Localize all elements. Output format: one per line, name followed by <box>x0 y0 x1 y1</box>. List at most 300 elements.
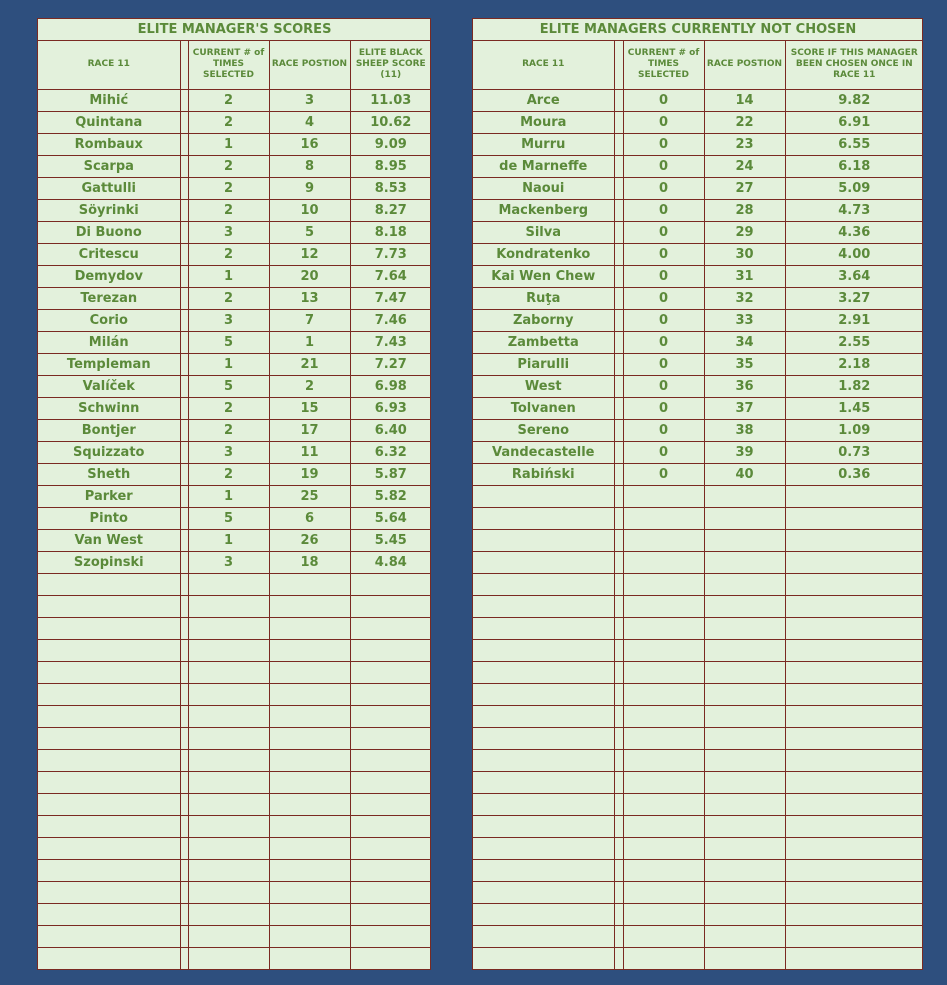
manager-name-cell <box>38 595 180 617</box>
table-row <box>38 441 431 463</box>
empty-table-row <box>473 881 923 903</box>
score-cell <box>785 749 923 771</box>
times-selected-cell: 1 <box>188 353 269 375</box>
gap-cell <box>180 243 188 265</box>
times-selected-cell: 1 <box>188 133 269 155</box>
score-cell <box>785 705 923 727</box>
score-cell: 5.45 <box>350 529 431 551</box>
score-cell <box>785 815 923 837</box>
table-row <box>38 419 431 441</box>
empty-table-row <box>473 529 923 551</box>
score-cell <box>785 573 923 595</box>
race-position-cell: 36 <box>704 375 785 397</box>
empty-table-row <box>38 771 431 793</box>
times-selected-cell: 3 <box>188 221 269 243</box>
race-position-cell <box>704 837 785 859</box>
table-row <box>38 375 431 397</box>
race-position-cell <box>269 617 350 639</box>
race-position-cell <box>704 925 785 947</box>
race-position-cell: 31 <box>704 265 785 287</box>
race-position-cell <box>704 529 785 551</box>
score-cell: 2.18 <box>785 353 923 375</box>
times-selected-cell: 2 <box>188 243 269 265</box>
table-row <box>38 529 431 551</box>
manager-name-cell: Tolvanen <box>473 397 614 419</box>
times-selected-cell <box>188 727 269 749</box>
manager-name-cell: Templeman <box>38 353 180 375</box>
table-row <box>38 177 431 199</box>
race-position-cell <box>704 551 785 573</box>
score-cell: 5.64 <box>350 507 431 529</box>
gap-cell <box>180 155 188 177</box>
left-header-gap <box>180 40 188 89</box>
race-position-cell <box>704 947 785 969</box>
score-cell: 8.18 <box>350 221 431 243</box>
table-row <box>473 309 923 331</box>
score-cell: 2.55 <box>785 331 923 353</box>
race-position-cell: 18 <box>269 551 350 573</box>
empty-table-row <box>473 595 923 617</box>
race-position-cell: 27 <box>704 177 785 199</box>
score-cell <box>350 771 431 793</box>
score-cell <box>785 771 923 793</box>
race-position-cell <box>704 507 785 529</box>
race-position-cell <box>704 683 785 705</box>
race-position-cell: 16 <box>269 133 350 155</box>
gap-cell <box>180 925 188 947</box>
score-cell <box>350 573 431 595</box>
manager-name-cell: Rombaux <box>38 133 180 155</box>
table-row <box>38 221 431 243</box>
race-position-cell <box>704 661 785 683</box>
score-cell: 6.32 <box>350 441 431 463</box>
left-table-title: ELITE MANAGER'S SCORES <box>38 19 431 40</box>
times-selected-cell: 0 <box>623 155 704 177</box>
manager-name-cell: Vandecastelle <box>473 441 614 463</box>
table-row <box>38 397 431 419</box>
manager-name-cell: Sereno <box>473 419 614 441</box>
manager-name-cell <box>473 573 614 595</box>
elite-scores-panel <box>37 18 431 970</box>
manager-name-cell <box>38 859 180 881</box>
race-position-cell: 7 <box>269 309 350 331</box>
score-cell <box>785 661 923 683</box>
manager-name-cell <box>38 683 180 705</box>
empty-table-row <box>473 925 923 947</box>
score-cell: 10.62 <box>350 111 431 133</box>
score-cell: 11.03 <box>350 89 431 111</box>
table-row <box>38 265 431 287</box>
gap-cell <box>614 837 623 859</box>
race-position-cell: 4 <box>269 111 350 133</box>
times-selected-cell <box>623 639 704 661</box>
race-position-cell: 19 <box>269 463 350 485</box>
manager-name-cell <box>473 529 614 551</box>
manager-name-cell: Mihić <box>38 89 180 111</box>
manager-name-cell: Van West <box>38 529 180 551</box>
empty-table-row <box>38 617 431 639</box>
right-header-race-position: RACE POSTION <box>704 40 785 89</box>
gap-cell <box>614 705 623 727</box>
table-row <box>473 265 923 287</box>
table-row <box>38 243 431 265</box>
times-selected-cell: 0 <box>623 221 704 243</box>
times-selected-cell <box>623 617 704 639</box>
manager-name-cell: Di Buono <box>38 221 180 243</box>
times-selected-cell <box>623 595 704 617</box>
race-position-cell <box>704 859 785 881</box>
times-selected-cell <box>623 661 704 683</box>
times-selected-cell <box>623 529 704 551</box>
race-position-cell: 29 <box>704 221 785 243</box>
gap-cell <box>614 419 623 441</box>
gap-cell <box>614 903 623 925</box>
manager-name-cell: West <box>473 375 614 397</box>
empty-table-row <box>38 661 431 683</box>
gap-cell <box>614 177 623 199</box>
times-selected-cell: 3 <box>188 551 269 573</box>
score-cell: 6.40 <box>350 419 431 441</box>
gap-cell <box>180 947 188 969</box>
score-cell <box>350 947 431 969</box>
manager-name-cell: Gattulli <box>38 177 180 199</box>
gap-cell <box>614 771 623 793</box>
score-cell: 0.36 <box>785 463 923 485</box>
empty-table-row <box>38 639 431 661</box>
empty-table-row <box>38 837 431 859</box>
table-row <box>473 89 923 111</box>
manager-name-cell <box>473 683 614 705</box>
times-selected-cell <box>188 947 269 969</box>
empty-table-row <box>473 727 923 749</box>
race-position-cell <box>269 749 350 771</box>
table-row <box>38 309 431 331</box>
gap-cell <box>614 595 623 617</box>
right-header-race: RACE 11 <box>473 40 614 89</box>
manager-name-cell <box>473 639 614 661</box>
times-selected-cell <box>623 771 704 793</box>
race-position-cell: 23 <box>704 133 785 155</box>
times-selected-cell <box>623 793 704 815</box>
manager-name-cell <box>38 573 180 595</box>
race-position-cell <box>704 485 785 507</box>
score-cell <box>350 595 431 617</box>
empty-table-row <box>38 749 431 771</box>
race-position-cell: 15 <box>269 397 350 419</box>
table-row <box>473 221 923 243</box>
race-position-cell <box>269 705 350 727</box>
score-cell: 5.87 <box>350 463 431 485</box>
manager-name-cell <box>38 837 180 859</box>
race-position-cell: 12 <box>269 243 350 265</box>
score-cell <box>350 683 431 705</box>
gap-cell <box>180 265 188 287</box>
score-cell: 1.09 <box>785 419 923 441</box>
race-position-cell <box>704 639 785 661</box>
table-row <box>473 397 923 419</box>
table-row <box>38 507 431 529</box>
score-cell <box>785 485 923 507</box>
manager-name-cell <box>38 705 180 727</box>
manager-name-cell <box>473 947 614 969</box>
score-cell <box>350 727 431 749</box>
race-position-cell <box>269 639 350 661</box>
gap-cell <box>180 771 188 793</box>
score-cell: 7.47 <box>350 287 431 309</box>
right-header-gap <box>614 40 623 89</box>
race-position-cell <box>269 727 350 749</box>
manager-name-cell <box>38 661 180 683</box>
gap-cell <box>614 397 623 419</box>
empty-table-row <box>38 727 431 749</box>
race-position-cell <box>704 573 785 595</box>
score-cell: 2.91 <box>785 309 923 331</box>
empty-table-row <box>38 947 431 969</box>
times-selected-cell <box>623 507 704 529</box>
score-cell <box>350 837 431 859</box>
empty-table-row <box>473 507 923 529</box>
table-row <box>38 155 431 177</box>
gap-cell <box>614 947 623 969</box>
gap-cell <box>614 199 623 221</box>
gap-cell <box>180 837 188 859</box>
elite-scores-table <box>38 19 431 969</box>
race-position-cell: 13 <box>269 287 350 309</box>
race-position-cell <box>704 705 785 727</box>
times-selected-cell: 0 <box>623 89 704 111</box>
gap-cell <box>180 507 188 529</box>
times-selected-cell: 5 <box>188 331 269 353</box>
gap-cell <box>180 199 188 221</box>
left-header-race: RACE 11 <box>38 40 180 89</box>
gap-cell <box>614 727 623 749</box>
table-row <box>473 133 923 155</box>
gap-cell <box>180 287 188 309</box>
times-selected-cell <box>188 837 269 859</box>
manager-name-cell: Zaborny <box>473 309 614 331</box>
table-row <box>473 353 923 375</box>
race-position-cell <box>704 881 785 903</box>
manager-name-cell: Kondratenko <box>473 243 614 265</box>
times-selected-cell: 0 <box>623 177 704 199</box>
times-selected-cell: 0 <box>623 441 704 463</box>
times-selected-cell <box>188 881 269 903</box>
score-cell: 4.73 <box>785 199 923 221</box>
table-row <box>38 551 431 573</box>
race-position-cell: 37 <box>704 397 785 419</box>
times-selected-cell <box>188 617 269 639</box>
score-cell: 7.27 <box>350 353 431 375</box>
times-selected-cell: 3 <box>188 309 269 331</box>
race-position-cell <box>269 859 350 881</box>
race-position-cell: 30 <box>704 243 785 265</box>
empty-table-row <box>38 903 431 925</box>
table-row <box>38 485 431 507</box>
manager-name-cell: Schwinn <box>38 397 180 419</box>
manager-name-cell <box>473 661 614 683</box>
score-cell: 8.95 <box>350 155 431 177</box>
table-row <box>473 243 923 265</box>
race-position-cell: 1 <box>269 331 350 353</box>
empty-table-row <box>473 837 923 859</box>
gap-cell <box>614 463 623 485</box>
gap-cell <box>180 639 188 661</box>
gap-cell <box>180 397 188 419</box>
gap-cell <box>614 815 623 837</box>
manager-name-cell: Milán <box>38 331 180 353</box>
score-cell <box>785 639 923 661</box>
manager-name-cell: Szopinski <box>38 551 180 573</box>
race-position-cell: 22 <box>704 111 785 133</box>
empty-table-row <box>38 925 431 947</box>
score-cell: 3.64 <box>785 265 923 287</box>
gap-cell <box>614 265 623 287</box>
gap-cell <box>180 375 188 397</box>
gap-cell <box>614 661 623 683</box>
score-cell <box>785 947 923 969</box>
race-position-cell <box>704 749 785 771</box>
race-position-cell: 9 <box>269 177 350 199</box>
times-selected-cell <box>188 925 269 947</box>
times-selected-cell <box>188 793 269 815</box>
manager-name-cell <box>473 705 614 727</box>
race-position-cell: 40 <box>704 463 785 485</box>
score-cell <box>350 793 431 815</box>
empty-table-row <box>38 595 431 617</box>
gap-cell <box>614 243 623 265</box>
gap-cell <box>614 573 623 595</box>
manager-name-cell: Corio <box>38 309 180 331</box>
manager-name-cell <box>473 771 614 793</box>
gap-cell <box>180 463 188 485</box>
table-row <box>473 199 923 221</box>
race-position-cell <box>269 925 350 947</box>
manager-name-cell <box>38 771 180 793</box>
manager-name-cell <box>473 881 614 903</box>
score-cell: 1.45 <box>785 397 923 419</box>
score-cell: 6.18 <box>785 155 923 177</box>
gap-cell <box>180 727 188 749</box>
times-selected-cell <box>188 705 269 727</box>
gap-cell <box>180 441 188 463</box>
times-selected-cell <box>188 595 269 617</box>
race-position-cell: 20 <box>269 265 350 287</box>
race-position-cell: 25 <box>269 485 350 507</box>
empty-table-row <box>473 705 923 727</box>
gap-cell <box>180 617 188 639</box>
times-selected-cell: 0 <box>623 287 704 309</box>
gap-cell <box>614 683 623 705</box>
right-header-times-selected: CURRENT # of TIMES SELECTED <box>623 40 704 89</box>
score-cell: 7.64 <box>350 265 431 287</box>
manager-name-cell: Silva <box>473 221 614 243</box>
times-selected-cell: 0 <box>623 419 704 441</box>
times-selected-cell <box>623 705 704 727</box>
table-row <box>473 177 923 199</box>
table-row <box>473 463 923 485</box>
race-position-cell <box>704 727 785 749</box>
times-selected-cell: 0 <box>623 309 704 331</box>
table-row <box>473 419 923 441</box>
race-position-cell <box>269 793 350 815</box>
times-selected-cell <box>623 551 704 573</box>
times-selected-cell: 0 <box>623 111 704 133</box>
gap-cell <box>614 89 623 111</box>
score-cell: 5.09 <box>785 177 923 199</box>
empty-table-row <box>38 881 431 903</box>
manager-name-cell: Valíček <box>38 375 180 397</box>
table-row <box>38 89 431 111</box>
race-position-cell <box>704 771 785 793</box>
left-header-race-position: RACE POSTION <box>269 40 350 89</box>
race-position-cell <box>269 815 350 837</box>
score-cell: 6.55 <box>785 133 923 155</box>
race-position-cell: 33 <box>704 309 785 331</box>
race-position-cell: 14 <box>704 89 785 111</box>
empty-table-row <box>473 903 923 925</box>
times-selected-cell <box>623 881 704 903</box>
gap-cell <box>614 353 623 375</box>
score-cell <box>785 617 923 639</box>
gap-cell <box>180 793 188 815</box>
score-cell <box>785 837 923 859</box>
race-position-cell <box>269 661 350 683</box>
table-row <box>473 375 923 397</box>
score-cell <box>785 529 923 551</box>
race-position-cell: 5 <box>269 221 350 243</box>
manager-name-cell: Terezan <box>38 287 180 309</box>
manager-name-cell: Moura <box>473 111 614 133</box>
times-selected-cell: 0 <box>623 331 704 353</box>
gap-cell <box>614 551 623 573</box>
score-cell: 4.36 <box>785 221 923 243</box>
times-selected-cell <box>188 749 269 771</box>
table-row <box>38 133 431 155</box>
manager-name-cell <box>38 881 180 903</box>
times-selected-cell <box>623 903 704 925</box>
manager-name-cell <box>473 485 614 507</box>
times-selected-cell <box>623 683 704 705</box>
manager-name-cell: Piarulli <box>473 353 614 375</box>
table-row <box>473 331 923 353</box>
manager-name-cell: Pinto <box>38 507 180 529</box>
empty-table-row <box>473 661 923 683</box>
gap-cell <box>614 331 623 353</box>
times-selected-cell: 0 <box>623 463 704 485</box>
times-selected-cell: 1 <box>188 265 269 287</box>
race-position-cell: 6 <box>269 507 350 529</box>
score-cell: 0.73 <box>785 441 923 463</box>
empty-table-row <box>38 859 431 881</box>
gap-cell <box>180 353 188 375</box>
times-selected-cell <box>623 485 704 507</box>
score-cell: 4.84 <box>350 551 431 573</box>
manager-name-cell <box>473 815 614 837</box>
score-cell: 5.82 <box>350 485 431 507</box>
empty-table-row <box>38 683 431 705</box>
times-selected-cell: 0 <box>623 265 704 287</box>
times-selected-cell <box>623 859 704 881</box>
empty-table-row <box>473 551 923 573</box>
score-cell <box>785 507 923 529</box>
score-cell: 9.82 <box>785 89 923 111</box>
gap-cell <box>180 529 188 551</box>
score-cell <box>350 881 431 903</box>
score-cell <box>350 639 431 661</box>
score-cell <box>350 705 431 727</box>
table-row <box>38 287 431 309</box>
gap-cell <box>180 309 188 331</box>
